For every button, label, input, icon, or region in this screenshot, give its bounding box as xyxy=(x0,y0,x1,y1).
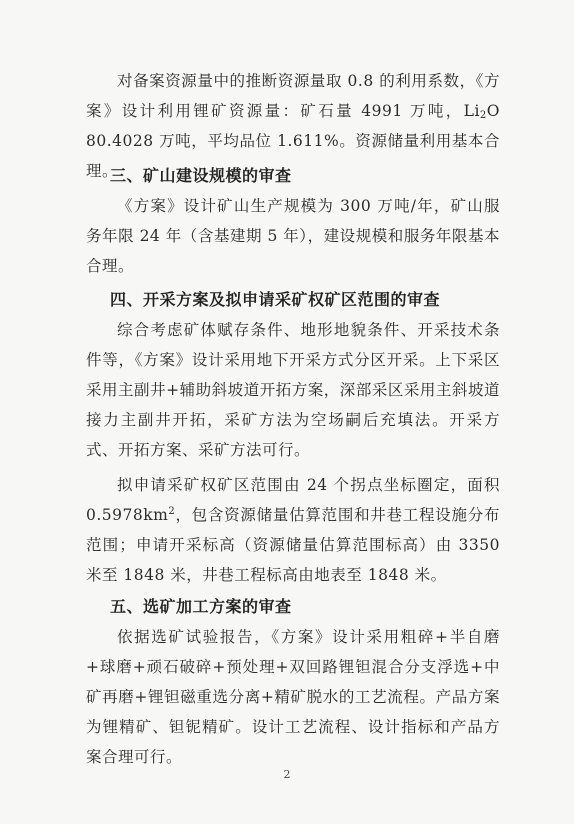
heading-text: 五、选矿加工方案的审查 xyxy=(110,597,292,616)
section-heading-5 xyxy=(86,592,500,622)
paragraph-text: 对备案资源量中的推断资源量取 0.8 的利用系数，《方案》设计利用锂矿资源量：矿石量 4991 万吨，$Li_2O$ 80.4028 万吨，平均品位 1.611%。资源储量利用基本合理。 xyxy=(86,72,500,180)
heading-text: 四、开采方案及拟申请采矿权矿区范围的审查 xyxy=(110,290,441,309)
page-number: 2 xyxy=(283,768,291,781)
paragraph-text: 《方案》设计矿山生产规模为 300 万吨/年，矿山服务年限 24 年（含基建期 5 年），建设规模和服务年限基本合理。 xyxy=(86,197,500,275)
paragraph-mine-scale xyxy=(86,191,500,281)
paragraph-text: 拟申请采矿权矿区范围由 24 个拐点坐标圈定，面积 $0.5978km^2$，包含资源储量估算范围和井巷工程设施分布范围；申请开采标高（资源储量估算范围标高）由 3350 米至 1848 米，井巷工程标高由地表至 1848 米。 xyxy=(86,476,500,584)
heading-text: 三、矿山建设规模的审查 xyxy=(110,166,292,185)
paragraph-mining-method xyxy=(86,315,500,465)
paragraph-text: 依据选矿试验报告，《方案》设计采用粗碎+半自磨+球磨+顽石破碎+预处理+双回路锂钽混合分支浮选+中矿再磨+锂钽磁重选分离+精矿脱水的工艺流程。产品方案为锂精矿、钽铌精矿。设计工艺流程、设计指标和产品方案合理可行。 xyxy=(86,628,500,766)
paragraph-text: 综合考虑矿体赋存条件、地形地貌条件、开采技术条件等，《方案》设计采用地下开采方式分区开采。上下采区采用主副井+辅助斜坡道开拓方案，深部采区采用主斜坡道接力主副井开拓，采矿方法为空场嗣后充填法。开采方式、开拓方案、采矿方法可行。 xyxy=(86,321,500,459)
section-heading-3 xyxy=(86,161,500,191)
paragraph-processing xyxy=(86,622,500,772)
section-heading-4 xyxy=(86,285,500,315)
paragraph-mining-area xyxy=(86,470,500,590)
